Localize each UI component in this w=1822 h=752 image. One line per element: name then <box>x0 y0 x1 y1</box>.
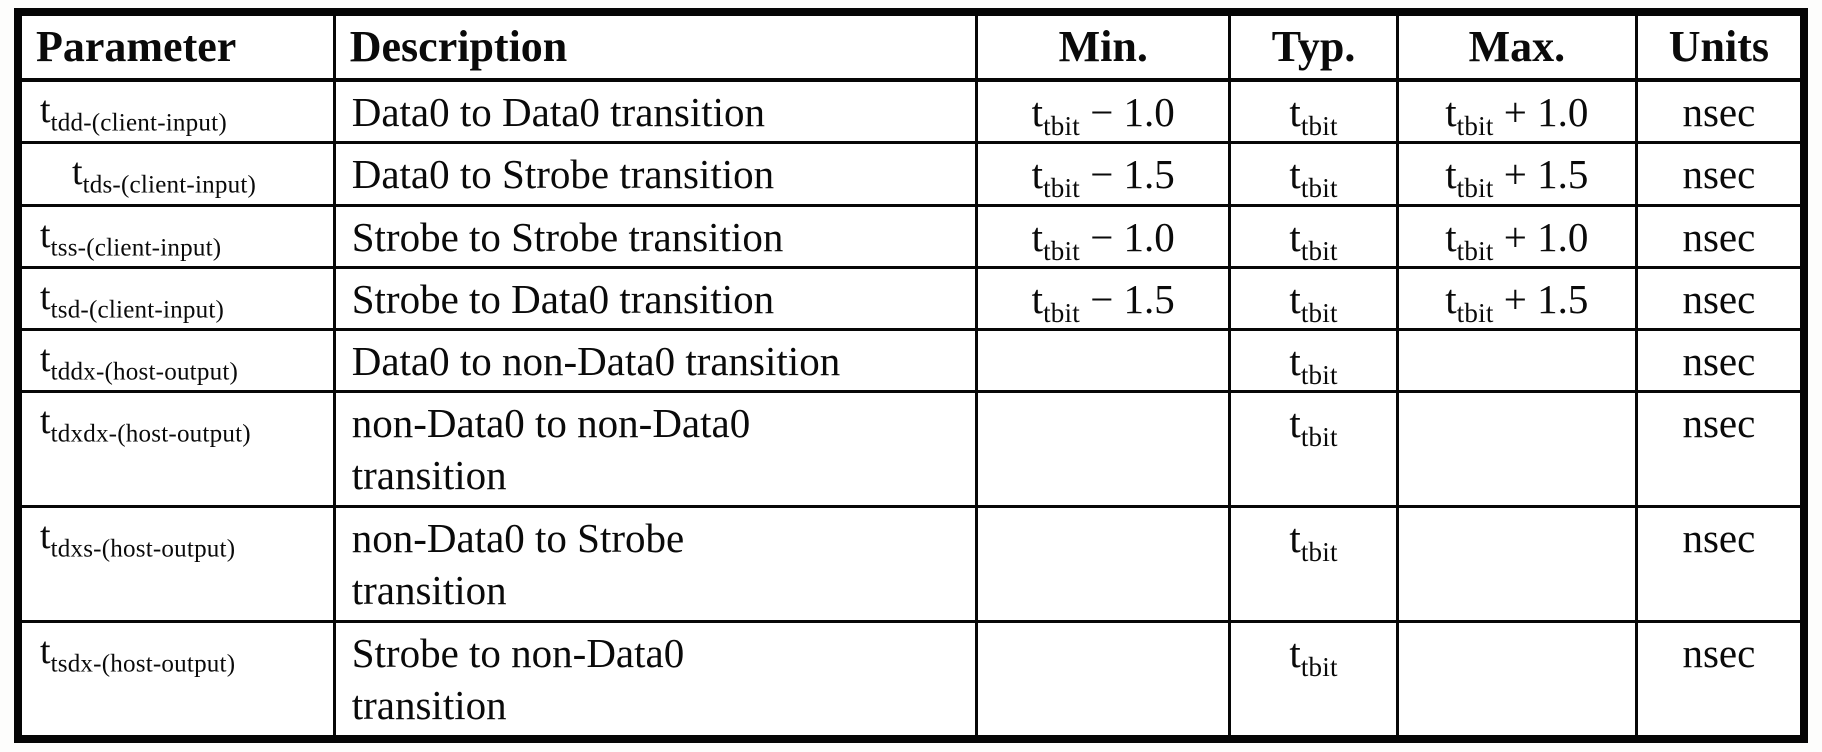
symbol-base: t <box>40 400 51 443</box>
symbol-base: t <box>1445 151 1457 198</box>
timing-parameters-table <box>14 8 1808 743</box>
description-cell: Strobe to Data0 transition <box>334 267 977 329</box>
param-cell <box>18 622 334 740</box>
table-row <box>18 507 1804 622</box>
min-cell: $t_{tbit} - 1.0$ <box>977 205 1230 267</box>
symbol-subscript: tbit <box>1456 111 1494 142</box>
table-body <box>18 80 1804 739</box>
symbol-base: t <box>1289 151 1301 198</box>
symbol-base: t <box>40 89 51 131</box>
table-row <box>18 205 1804 267</box>
typ-cell <box>1230 622 1398 740</box>
symbol-base: t <box>40 630 51 673</box>
symbol-subscript: tbit <box>1043 111 1080 142</box>
symbol-subscript: tdxs-(host-output) <box>50 535 236 563</box>
typ-cell <box>1230 330 1398 392</box>
header-units: Units <box>1636 12 1804 80</box>
symbol-base: t <box>1445 275 1457 322</box>
max-cell <box>1397 507 1636 622</box>
symbol-subscript: tdxdx-(host-output) <box>50 420 251 448</box>
symbol-subscript: tsdx-(host-output) <box>50 650 236 678</box>
symbol-subscript: tbit <box>1043 173 1080 204</box>
symbol-base: t <box>40 213 51 256</box>
symbol-base: t <box>1289 89 1301 135</box>
symbol-base: t <box>1289 338 1301 384</box>
min-cell: $t_{tbit} - 1.5$ <box>977 143 1230 205</box>
description-cell: Strobe to Strobe transition <box>334 205 977 267</box>
param-cell <box>18 392 334 507</box>
symbol-subscript: tss-(client-input) <box>50 234 222 262</box>
symbol-subscript: tsd-(client-input) <box>50 296 225 324</box>
header-min: Min. <box>977 12 1230 80</box>
units-cell: nsec <box>1636 267 1804 329</box>
typ-cell <box>1230 205 1398 267</box>
max-cell <box>1397 330 1636 392</box>
units-cell: nsec <box>1636 205 1804 267</box>
symbol-base: t <box>1031 89 1044 135</box>
max-cell: $t_{tbit} + 1.5$ <box>1397 143 1636 205</box>
table-row <box>18 143 1804 205</box>
min-cell <box>977 392 1230 507</box>
symbol-subscript: tbit <box>1300 235 1338 266</box>
param-cell <box>18 80 334 143</box>
max-cell: $t_{tbit} + 1.0$ <box>1397 205 1636 267</box>
symbol-base: t <box>1289 213 1301 260</box>
header-row <box>18 12 1804 80</box>
description-cell: non-Data0 to Strobe transition <box>334 507 977 622</box>
table-row <box>18 392 1804 507</box>
table-row <box>18 622 1804 740</box>
symbol-base: t <box>1289 630 1301 677</box>
typ-cell <box>1230 392 1398 507</box>
units-cell: nsec <box>1636 622 1804 740</box>
symbol-base: t <box>1289 400 1301 447</box>
min-cell: $t_{tbit} - 1.5$ <box>977 267 1230 329</box>
typ-cell <box>1230 507 1398 622</box>
param-cell <box>18 143 334 205</box>
symbol-base: t <box>72 151 83 194</box>
param-cell <box>18 330 334 392</box>
units-cell: nsec <box>1636 392 1804 507</box>
symbol-base: t <box>1031 213 1044 260</box>
symbol-subscript: tbit <box>1300 360 1338 391</box>
table-row <box>18 80 1804 143</box>
symbol-subscript: tbit <box>1300 652 1338 683</box>
typ-cell <box>1230 267 1398 329</box>
symbol-subscript: tbit <box>1300 173 1338 204</box>
max-cell <box>1397 622 1636 740</box>
table-row <box>18 330 1804 392</box>
min-cell: $t_{tbit} - 1.0$ <box>977 80 1230 143</box>
param-cell <box>18 205 334 267</box>
header-typ: Typ. <box>1230 12 1398 80</box>
symbol-base: t <box>40 515 51 558</box>
symbol-subscript: tdd-(client-input) <box>50 109 227 137</box>
min-cell <box>977 507 1230 622</box>
table-row <box>18 267 1804 329</box>
symbol-subscript: tbit <box>1456 297 1494 328</box>
symbol-subscript: tddx-(host-output) <box>50 358 239 386</box>
param-cell <box>18 507 334 622</box>
symbol-base: t <box>1289 515 1301 562</box>
symbol-subscript: tbit <box>1043 297 1080 328</box>
units-cell: nsec <box>1636 80 1804 143</box>
symbol-base: t <box>1289 275 1301 322</box>
typ-cell <box>1230 80 1398 143</box>
min-cell <box>977 622 1230 740</box>
units-cell: nsec <box>1636 330 1804 392</box>
description-cell: Data0 to non-Data0 transition <box>334 330 977 392</box>
symbol-subscript: tbit <box>1456 235 1494 266</box>
symbol-subscript: tds-(client-input) <box>82 171 257 199</box>
description-cell: non-Data0 to non-Data0 transition <box>334 392 977 507</box>
symbol-base: t <box>1031 151 1044 198</box>
units-cell: nsec <box>1636 143 1804 205</box>
units-cell: nsec <box>1636 507 1804 622</box>
symbol-base: t <box>1445 213 1457 260</box>
description-cell: Data0 to Data0 transition <box>334 80 977 143</box>
max-cell <box>1397 392 1636 507</box>
min-cell <box>977 330 1230 392</box>
header-max: Max. <box>1397 12 1636 80</box>
max-cell: $t_{tbit} + 1.0$ <box>1397 80 1636 143</box>
symbol-subscript: tbit <box>1300 111 1338 142</box>
description-cell: Strobe to non-Data0 transition <box>334 622 977 740</box>
typ-cell <box>1230 143 1398 205</box>
param-cell <box>18 267 334 329</box>
header-parameter: Parameter <box>18 12 334 80</box>
max-cell: $t_{tbit} + 1.5$ <box>1397 267 1636 329</box>
symbol-subscript: tbit <box>1300 537 1338 568</box>
symbol-base: t <box>1031 275 1044 322</box>
symbol-subscript: tbit <box>1043 235 1080 266</box>
table-header <box>18 12 1804 80</box>
symbol-subscript: tbit <box>1300 422 1338 453</box>
symbol-base: t <box>40 275 51 318</box>
symbol-subscript: tbit <box>1456 173 1494 204</box>
symbol-base: t <box>1445 89 1457 135</box>
symbol-subscript: tbit <box>1300 297 1338 328</box>
header-description: Description <box>334 12 977 80</box>
description-cell: Data0 to Strobe transition <box>334 143 977 205</box>
symbol-base: t <box>40 338 51 380</box>
